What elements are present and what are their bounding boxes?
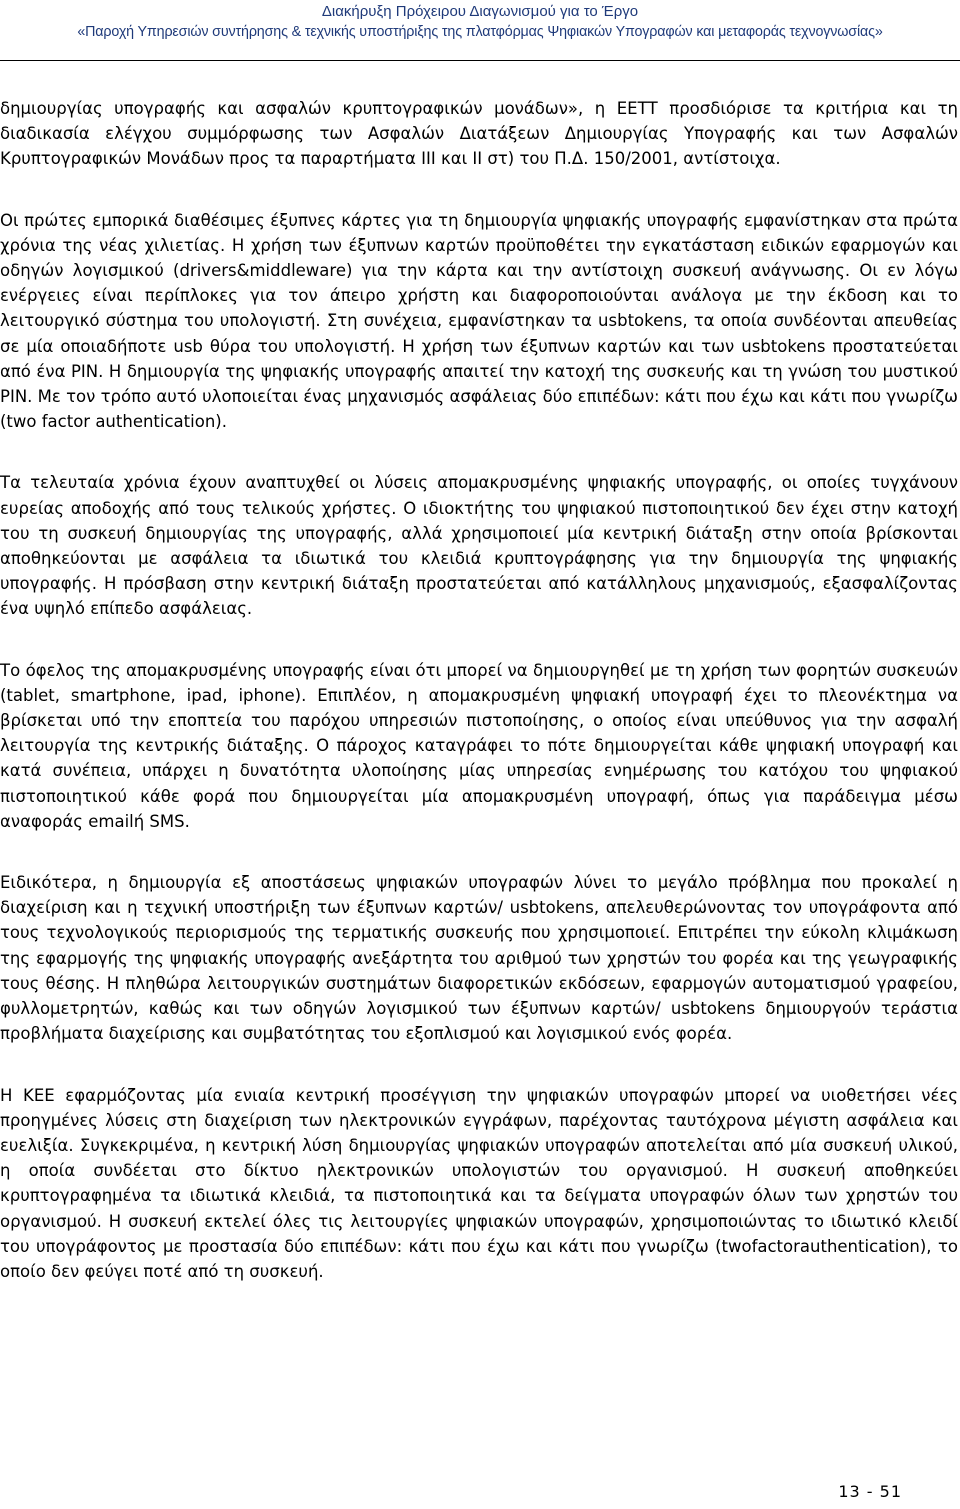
paragraph: Η ΚΕΕ εφαρμόζοντας μία ενιαία κεντρική προσέγγιση την ψηφιακών υπογραφών μπορεί να υιοθετήσει νέες προηγμένες λύσεις στη διαχείριση των ηλεκτρονικών εγγράφων, παρέχοντας ταυτόχρονα μέγιστη ασφάλεια και ευελιξία. Συγκεκριμένα, η κεντρική λύση δημιουργίας ψηφιακών υπογραφών αποτελείται από μία συσκευή υλικού, η οποία συνδέεται στο δίκτυο ηλεκτρονικών υπολογιστών του οργανισμού. Η συσκευή αποθηκεύει κρυπτογραφημένα τα ιδιωτικά κλειδιά, τα πιστοποιητικά και τα δείγματα υπογραφών όλων των χρηστών του οργανισμού. Η συσκευή εκτελεί όλες τις λειτουργίες ψηφιακών υπογραφών, χρησιμοποιώντας το ιδιωτικό κλειδί του υπογράφοντος με προστασία δύο επιπέδων: κάτι που έχω και κάτι που γνωρίζω (twofactorauthentication), το οποίο δεν φεύγει ποτέ από τη συσκευή.: [0, 1085, 958, 1281]
header-divider: [0, 60, 960, 61]
header-subtitle: «Παροχή Υπηρεσιών συντήρησης & τεχνικής υποστήριξης της πλατφόρμας Ψηφιακών Υπογραφών και μεταφοράς τεχνογνωσίας»: [77, 24, 883, 40]
paragraph: Ειδικότερα, η δημιουργία εξ αποστάσεως ψηφιακών υπογραφών λύνει το μεγάλο πρόβλημα που προκαλεί η διαχείριση και η τεχνική υποστήριξη των έξυπνων καρτών/ usbtokens, απελευθερώνοντας τον υπογράφοντα από τους τεχνολογικούς περιορισμούς της τερματικής συσκευής που χρησιμοποιεί. Επιτρέπει την εύκολη κλιμάκωση της εφαρμογής της ψηφιακής υπογραφής ανεξάρτητα του αριθμού των χρηστών του φορέα και της γεωγραφικής τους θέσης. Η πληθώρα λειτουργικών συστημάτων διαφορετικών εκδόσεων, εφαρμογών αυτοματισμού γραφείου, φυλλομετρητών, καθώς και των οδηγών λογισμικού των έξυπνων καρτών/ usbtokens δημιουργούν τεράστια προβλήματα διαχείρισης και συμβατότητας του εξοπλισμού και λογισμικού ενός φορέα.: [0, 873, 958, 1044]
page-number: 13 - 51: [838, 1482, 902, 1501]
document-body: [0, 96, 958, 1320]
document-header: [0, 2, 960, 42]
paragraph: Το όφελος της απομακρυσμένης υπογραφής είναι ότι μπορεί να δημιουργηθεί με τη χρήση των φορητών συσκευών (tablet, smartphone, ipad, iphone). Επιπλέον, η απομακρυσμένη ψηφιακή υπογραφή έχει το πλεονέκτημα να βρίσκεται υπό την εποπτεία του παρόχου υπηρεσιών πιστοποίησης, ο οποίος είναι υπεύθυνος για την ασφαλή λειτουργία της κεντρικής διάταξης. Ο πάροχος καταγράφει το πότε δημιουργείται κάθε ψηφιακή υπογραφή και κατά συνέπεια, υπάρχει η δυνατότητα υλοποίησης μίας υπηρεσίας ενημέρωσης του κατόχου του ψηφιακού πιστοποιητικού κάθε φορά που δημιουργείται μία απομακρυσμένη υπογραφή, όπως για παράδειγμα μέσω αναφοράς emailή SMS.: [0, 660, 958, 831]
paragraph: Τα τελευταία χρόνια έχουν αναπτυχθεί οι λύσεις απομακρυσμένης ψηφιακής υπογραφής, οι οποίες τυγχάνουν ευρείας αποδοχής από τους τελικούς χρήστες. Ο ιδιοκτήτης του ψηφιακού πιστοποιητικού δεν έχει στην κατοχή του τη συσκευή δημιουργίας της υπογραφής, αλλά χρησιμοποιεί μία κεντρική διάταξη στην οποία βρίσκονται αποθηκεύονται με ασφάλεια τα ιδιωτικά του κλειδιά κρυπτογράφησης για την δημιουργία της ψηφιακής υπογραφής. Η πρόσβαση στην κεντρική διάταξη προστατεύεται από κατάλληλους μηχανισμούς, εξασφαλίζοντας ένα υψηλό επίπεδο ασφάλειας.: [0, 473, 958, 619]
header-title: Διακήρυξη Πρόχειρου Διαγωνισμού για το Έργο: [321, 3, 639, 20]
paragraph: Οι πρώτες εμπορικά διαθέσιμες έξυπνες κάρτες για τη δημιουργία ψηφιακής υπογραφής εμφανίστηκαν στα πρώτα χρόνια της νέας χιλιετίας. Η χρήση των έξυπνων καρτών προϋποθέτει την εγκατάσταση ειδικών εφαρμογών και οδηγών λογισμικού (drivers&middleware) για την κάρτα και την αντίστοιχη συσκευή ανάγνωσης. Οι εν λόγω ενέργειες είναι περίπλοκες για τον άπειρο χρήστη και διαφοροποιούνται ανάλογα με την έκδοση και το λειτουργικό σύστημα του υπολογιστή. Στη συνέχεια, εμφανίστηκαν τα usbtokens, τα οποία συνδέονται απευθείας σε μία οποιαδήποτε usb θύρα του υπολογιστή. Η χρήση των έξυπνων καρτών και των usbtokens προστατεύεται από ένα PIN. Η δημιουργία της ψηφιακής υπογραφής απαιτεί την κατοχή της συσκευής και τη γνώση του μυστικού PIN. Με τον τρόπο αυτό υλοποιείται ένας μηχανισμός ασφάλειας δύο επιπέδων: κάτι που έχω και κάτι που γνωρίζω (two factor authentication).: [0, 210, 958, 432]
paragraph: δημιουργίας υπογραφής και ασφαλών κρυπτογραφικών μονάδων», η ΕΕΤΤ προσδιόρισε τα κριτήρια και τη διαδικασία ελέγχου συμμόρφωσης των Ασφαλών Διατάξεων Δημιουργίας Υπογραφής και των Ασφαλών Κρυπτογραφικών Μονάδων προς τα παραρτήματα ΙΙΙ και ΙΙ στ) του Π.Δ. 150/2001, αντίστοιχα.: [0, 99, 958, 169]
